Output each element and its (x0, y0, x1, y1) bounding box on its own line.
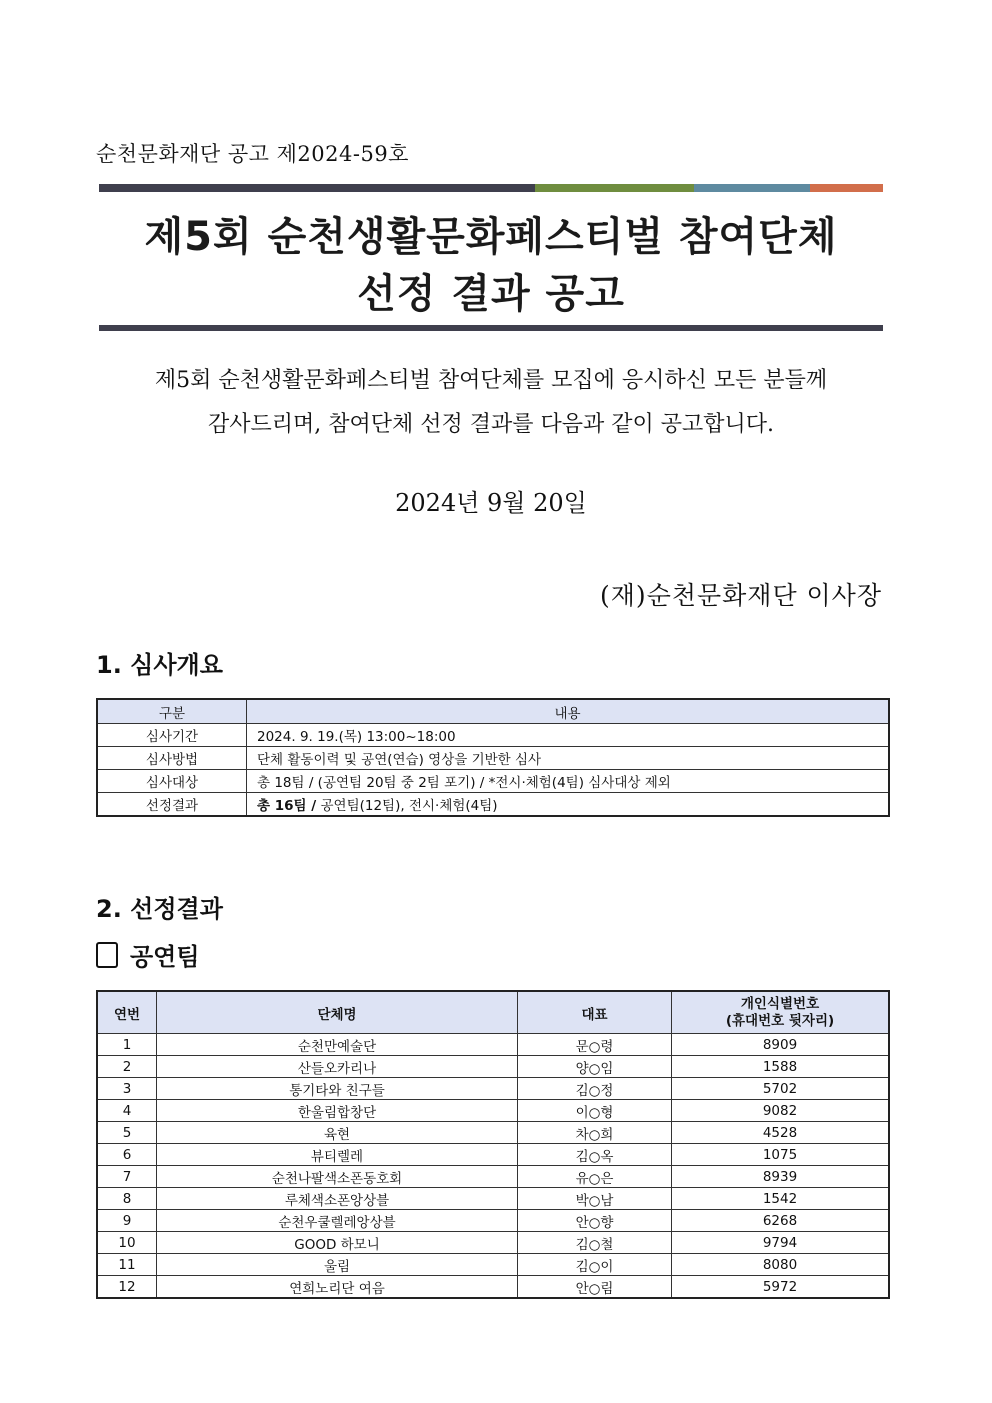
subsection-title: 공연팀 (130, 943, 200, 971)
cell-no: 1 (97, 1034, 157, 1056)
bar-segment (535, 184, 694, 192)
cell-id: 5702 (672, 1078, 890, 1100)
bar-segment (694, 184, 810, 192)
cell-group: 통기타와 친구들 (157, 1078, 518, 1100)
cell-group: 연희노리단 여음 (157, 1276, 518, 1299)
row-value (247, 793, 890, 817)
cell-no: 11 (97, 1254, 157, 1276)
cell-id: 8939 (672, 1166, 890, 1188)
table-row (97, 1122, 889, 1144)
cell-group: 뷰티렐레 (157, 1144, 518, 1166)
subsection-heading (96, 937, 200, 972)
cell-id: 1588 (672, 1056, 890, 1078)
checkbox-square-icon (96, 942, 118, 968)
cell-no: 4 (97, 1100, 157, 1122)
cell-group: GOOD 하모니 (157, 1232, 518, 1254)
cell-rep: 유○은 (518, 1166, 672, 1188)
table-row (97, 1144, 889, 1166)
intro-line: 제5회 순천생활문화페스티벌 참여단체를 모집에 응시하신 모든 분들께 (154, 368, 828, 393)
table-row (97, 793, 889, 817)
cell-no: 5 (97, 1122, 157, 1144)
cell-rep: 김○이 (518, 1254, 672, 1276)
cell-group: 루체색소폰앙상블 (157, 1188, 518, 1210)
cell-id: 8909 (672, 1034, 890, 1056)
table-row (97, 1100, 889, 1122)
column-header: 구분 (97, 699, 247, 724)
cell-rep: 김○옥 (518, 1144, 672, 1166)
cell-group: 산들오카리나 (157, 1056, 518, 1078)
intro-text (99, 359, 883, 447)
row-value: 2024. 9. 19.(목) 13:00~18:00 (247, 724, 890, 747)
column-header-id-line: 개인식별번호 (740, 995, 820, 1012)
table-row (97, 1188, 889, 1210)
notice-number: 순천문화재단 공고 제2024-59호 (96, 142, 409, 166)
cell-rep: 박○남 (518, 1188, 672, 1210)
cell-no: 7 (97, 1166, 157, 1188)
row-label: 심사기간 (97, 724, 247, 747)
intro-line: 감사드리며, 참여단체 선정 결과를 다음과 같이 공고합니다. (208, 412, 774, 437)
column-header-group: 단체명 (157, 991, 518, 1034)
table-row (97, 1078, 889, 1100)
cell-id: 1075 (672, 1144, 890, 1166)
cell-rep: 안○림 (518, 1276, 672, 1299)
section-title: 2. 선정결과 (96, 895, 223, 923)
row-value: 단체 활동이력 및 공연(연습) 영상을 기반한 심사 (247, 747, 890, 770)
review-summary-table (96, 698, 890, 817)
table-header-row (97, 699, 889, 724)
row-value-rest: 공연팀(12팀), 전시·체험(4팀) (316, 798, 498, 814)
cell-id: 6268 (672, 1210, 890, 1232)
row-label: 심사방법 (97, 747, 247, 770)
cell-group: 육현 (157, 1122, 518, 1144)
table-row (97, 1056, 889, 1078)
table-row (97, 770, 889, 793)
column-header: 내용 (247, 699, 890, 724)
cell-group: 울림 (157, 1254, 518, 1276)
cell-no: 9 (97, 1210, 157, 1232)
cell-no: 8 (97, 1188, 157, 1210)
page-title-line2: 선정 결과 공고 (357, 271, 625, 317)
cell-no: 12 (97, 1276, 157, 1299)
table-row (97, 1232, 889, 1254)
cell-group: 한울림합창단 (157, 1100, 518, 1122)
notice-date: 2024년 9월 20일 (395, 489, 587, 517)
table-row (97, 747, 889, 770)
table-row (97, 1254, 889, 1276)
issuer: (재)순천문화재단 이사장 (600, 581, 882, 610)
cell-id: 5972 (672, 1276, 890, 1299)
bar-segment (810, 184, 883, 192)
section-title: 1. 심사개요 (96, 651, 223, 679)
cell-rep: 문○령 (518, 1034, 672, 1056)
row-value: 총 18팀 / (공연팀 20팀 중 2팀 포기) / *전시·체험(4팀) 심사대상 제외 (247, 770, 890, 793)
selection-results-table (96, 990, 890, 1299)
column-header-rep: 대표 (518, 991, 672, 1034)
cell-no: 2 (97, 1056, 157, 1078)
cell-rep: 김○정 (518, 1078, 672, 1100)
row-label: 선정결과 (97, 793, 247, 817)
cell-group: 순천우쿨렐레앙상블 (157, 1210, 518, 1232)
cell-rep: 이○형 (518, 1100, 672, 1122)
table-header-row (97, 991, 889, 1034)
cell-no: 10 (97, 1232, 157, 1254)
cell-id: 1542 (672, 1188, 890, 1210)
cell-rep: 김○철 (518, 1232, 672, 1254)
cell-id: 9082 (672, 1100, 890, 1122)
table-row (97, 1166, 889, 1188)
cell-no: 3 (97, 1078, 157, 1100)
column-header-no: 연번 (97, 991, 157, 1034)
cell-no: 6 (97, 1144, 157, 1166)
row-value-bold: 총 16팀 / (257, 798, 317, 814)
cell-rep: 안○향 (518, 1210, 672, 1232)
table-row (97, 724, 889, 747)
cell-id: 8080 (672, 1254, 890, 1276)
cell-rep: 양○임 (518, 1056, 672, 1078)
color-bar (99, 184, 883, 192)
column-header-id (672, 991, 890, 1034)
table-row (97, 1034, 889, 1056)
table-row (97, 1210, 889, 1232)
cell-id: 9794 (672, 1232, 890, 1254)
cell-id: 4528 (672, 1122, 890, 1144)
cell-group: 순천나팔색소폰동호회 (157, 1166, 518, 1188)
cell-group: 순천만예술단 (157, 1034, 518, 1056)
column-header-id-line: (휴대번호 뒷자리) (725, 1012, 835, 1029)
row-label: 심사대상 (97, 770, 247, 793)
cell-rep: 차○희 (518, 1122, 672, 1144)
page-title-line1: 제5회 순천생활문화페스티벌 참여단체 (144, 214, 838, 260)
bar-segment (99, 184, 535, 192)
table-row (97, 1276, 889, 1299)
title-underline (99, 325, 883, 331)
